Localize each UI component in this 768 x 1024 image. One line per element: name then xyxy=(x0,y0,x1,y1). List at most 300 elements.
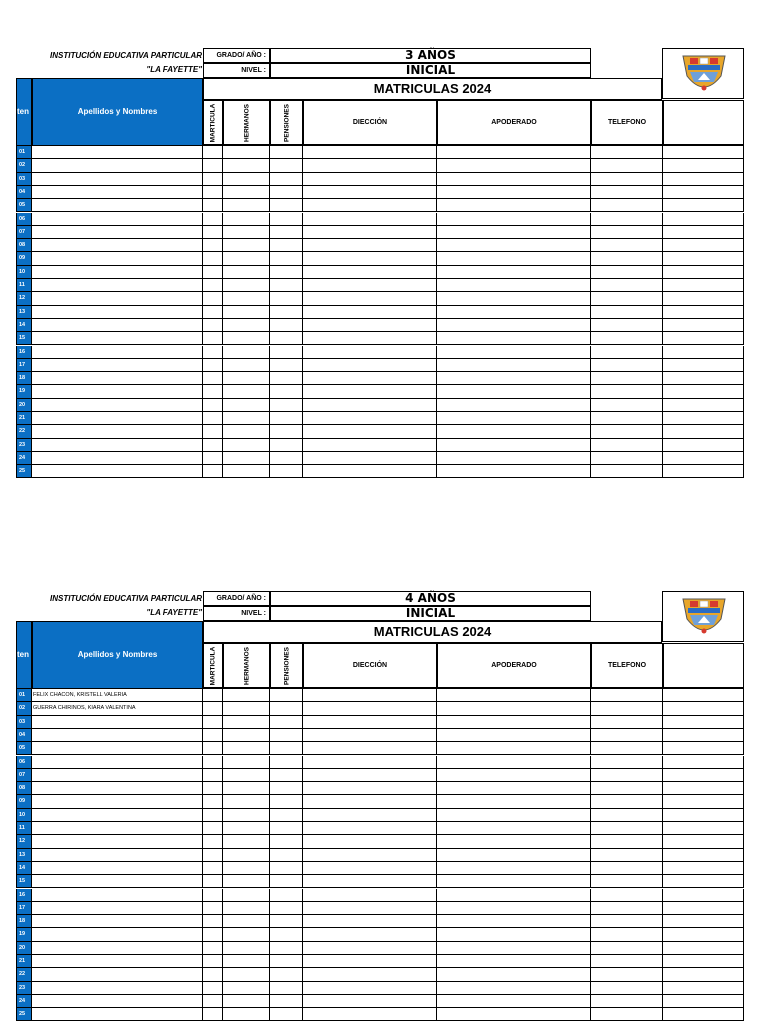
direccion-cell[interactable] xyxy=(303,465,437,478)
pensiones-cell[interactable] xyxy=(270,226,303,239)
extra-cell[interactable] xyxy=(663,756,744,769)
telefono-cell[interactable] xyxy=(591,346,663,359)
matricula-cell[interactable] xyxy=(203,186,223,199)
student-name-cell[interactable] xyxy=(32,982,203,995)
extra-cell[interactable] xyxy=(663,782,744,795)
direccion-cell[interactable] xyxy=(303,266,437,279)
extra-cell[interactable] xyxy=(663,822,744,835)
extra-cell[interactable] xyxy=(663,385,744,398)
matricula-cell[interactable] xyxy=(203,822,223,835)
extra-cell[interactable] xyxy=(663,689,744,702)
telefono-cell[interactable] xyxy=(591,889,663,902)
apoderado-cell[interactable] xyxy=(437,928,591,941)
student-name-cell[interactable] xyxy=(32,146,203,159)
matricula-cell[interactable] xyxy=(203,955,223,968)
apoderado-cell[interactable] xyxy=(437,252,591,265)
pensiones-cell[interactable] xyxy=(270,346,303,359)
direccion-cell[interactable] xyxy=(303,982,437,995)
direccion-cell[interactable] xyxy=(303,928,437,941)
telefono-cell[interactable] xyxy=(591,955,663,968)
student-name-cell[interactable] xyxy=(32,319,203,332)
telefono-cell[interactable] xyxy=(591,702,663,715)
hermanos-cell[interactable] xyxy=(223,173,270,186)
hermanos-cell[interactable] xyxy=(223,968,270,981)
telefono-cell[interactable] xyxy=(591,742,663,755)
extra-cell[interactable] xyxy=(663,915,744,928)
extra-cell[interactable] xyxy=(663,716,744,729)
matricula-cell[interactable] xyxy=(203,716,223,729)
student-name-cell[interactable] xyxy=(32,995,203,1008)
hermanos-cell[interactable] xyxy=(223,902,270,915)
pensiones-cell[interactable] xyxy=(270,849,303,862)
matricula-cell[interactable] xyxy=(203,465,223,478)
hermanos-cell[interactable] xyxy=(223,399,270,412)
pensiones-cell[interactable] xyxy=(270,1008,303,1021)
extra-cell[interactable] xyxy=(663,465,744,478)
pensiones-cell[interactable] xyxy=(270,266,303,279)
hermanos-cell[interactable] xyxy=(223,279,270,292)
apoderado-cell[interactable] xyxy=(437,849,591,862)
extra-cell[interactable] xyxy=(663,835,744,848)
hermanos-cell[interactable] xyxy=(223,385,270,398)
student-name-cell[interactable] xyxy=(32,795,203,808)
pensiones-cell[interactable] xyxy=(270,306,303,319)
direccion-cell[interactable] xyxy=(303,346,437,359)
hermanos-cell[interactable] xyxy=(223,292,270,305)
apoderado-cell[interactable] xyxy=(437,889,591,902)
apoderado-cell[interactable] xyxy=(437,795,591,808)
hermanos-cell[interactable] xyxy=(223,782,270,795)
matricula-cell[interactable] xyxy=(203,769,223,782)
telefono-cell[interactable] xyxy=(591,226,663,239)
extra-cell[interactable] xyxy=(663,292,744,305)
student-name-cell[interactable] xyxy=(32,928,203,941)
pensiones-cell[interactable] xyxy=(270,213,303,226)
matricula-cell[interactable] xyxy=(203,173,223,186)
pensiones-cell[interactable] xyxy=(270,995,303,1008)
pensiones-cell[interactable] xyxy=(270,915,303,928)
pensiones-cell[interactable] xyxy=(270,252,303,265)
direccion-cell[interactable] xyxy=(303,822,437,835)
apoderado-cell[interactable] xyxy=(437,279,591,292)
hermanos-cell[interactable] xyxy=(223,452,270,465)
extra-cell[interactable] xyxy=(663,239,744,252)
hermanos-cell[interactable] xyxy=(223,186,270,199)
extra-cell[interactable] xyxy=(663,439,744,452)
pensiones-cell[interactable] xyxy=(270,756,303,769)
student-name-cell[interactable] xyxy=(32,769,203,782)
telefono-cell[interactable] xyxy=(591,199,663,212)
direccion-cell[interactable] xyxy=(303,425,437,438)
matricula-cell[interactable] xyxy=(203,809,223,822)
telefono-cell[interactable] xyxy=(591,1008,663,1021)
hermanos-cell[interactable] xyxy=(223,199,270,212)
student-name-cell[interactable] xyxy=(32,835,203,848)
extra-cell[interactable] xyxy=(663,809,744,822)
apoderado-cell[interactable] xyxy=(437,862,591,875)
extra-cell[interactable] xyxy=(663,982,744,995)
matricula-cell[interactable] xyxy=(203,795,223,808)
direccion-cell[interactable] xyxy=(303,439,437,452)
extra-cell[interactable] xyxy=(663,252,744,265)
matricula-cell[interactable] xyxy=(203,332,223,345)
apoderado-cell[interactable] xyxy=(437,173,591,186)
pensiones-cell[interactable] xyxy=(270,982,303,995)
extra-cell[interactable] xyxy=(663,702,744,715)
apoderado-cell[interactable] xyxy=(437,306,591,319)
apoderado-cell[interactable] xyxy=(437,835,591,848)
matricula-cell[interactable] xyxy=(203,729,223,742)
extra-cell[interactable] xyxy=(663,1008,744,1021)
telefono-cell[interactable] xyxy=(591,716,663,729)
student-name-cell[interactable]: FELIX CHACON, KRISTELL VALERIA xyxy=(32,689,203,702)
direccion-cell[interactable] xyxy=(303,412,437,425)
pensiones-cell[interactable] xyxy=(270,385,303,398)
apoderado-cell[interactable] xyxy=(437,942,591,955)
extra-cell[interactable] xyxy=(663,412,744,425)
matricula-cell[interactable] xyxy=(203,159,223,172)
hermanos-cell[interactable] xyxy=(223,306,270,319)
matricula-cell[interactable] xyxy=(203,689,223,702)
hermanos-cell[interactable] xyxy=(223,332,270,345)
hermanos-cell[interactable] xyxy=(223,769,270,782)
pensiones-cell[interactable] xyxy=(270,928,303,941)
student-name-cell[interactable] xyxy=(32,199,203,212)
pensiones-cell[interactable] xyxy=(270,809,303,822)
telefono-cell[interactable] xyxy=(591,292,663,305)
hermanos-cell[interactable] xyxy=(223,359,270,372)
extra-cell[interactable] xyxy=(663,769,744,782)
matricula-cell[interactable] xyxy=(203,902,223,915)
extra-cell[interactable] xyxy=(663,795,744,808)
hermanos-cell[interactable] xyxy=(223,319,270,332)
direccion-cell[interactable] xyxy=(303,782,437,795)
matricula-cell[interactable] xyxy=(203,849,223,862)
apoderado-cell[interactable] xyxy=(437,995,591,1008)
direccion-cell[interactable] xyxy=(303,702,437,715)
apoderado-cell[interactable] xyxy=(437,385,591,398)
extra-cell[interactable] xyxy=(663,875,744,888)
apoderado-cell[interactable] xyxy=(437,199,591,212)
student-name-cell[interactable] xyxy=(32,346,203,359)
student-name-cell[interactable] xyxy=(32,915,203,928)
direccion-cell[interactable] xyxy=(303,385,437,398)
apoderado-cell[interactable] xyxy=(437,412,591,425)
telefono-cell[interactable] xyxy=(591,399,663,412)
apoderado-cell[interactable] xyxy=(437,425,591,438)
apoderado-cell[interactable] xyxy=(437,239,591,252)
direccion-cell[interactable] xyxy=(303,1008,437,1021)
extra-cell[interactable] xyxy=(663,319,744,332)
apoderado-cell[interactable] xyxy=(437,226,591,239)
direccion-cell[interactable] xyxy=(303,769,437,782)
pensiones-cell[interactable] xyxy=(270,968,303,981)
student-name-cell[interactable] xyxy=(32,822,203,835)
extra-cell[interactable] xyxy=(663,968,744,981)
hermanos-cell[interactable] xyxy=(223,942,270,955)
student-name-cell[interactable] xyxy=(32,875,203,888)
pensiones-cell[interactable] xyxy=(270,199,303,212)
telefono-cell[interactable] xyxy=(591,795,663,808)
matricula-cell[interactable] xyxy=(203,742,223,755)
hermanos-cell[interactable] xyxy=(223,849,270,862)
extra-cell[interactable] xyxy=(663,849,744,862)
student-name-cell[interactable] xyxy=(32,756,203,769)
hermanos-cell[interactable] xyxy=(223,716,270,729)
matricula-cell[interactable] xyxy=(203,199,223,212)
direccion-cell[interactable] xyxy=(303,756,437,769)
direccion-cell[interactable] xyxy=(303,306,437,319)
matricula-cell[interactable] xyxy=(203,292,223,305)
pensiones-cell[interactable] xyxy=(270,173,303,186)
pensiones-cell[interactable] xyxy=(270,465,303,478)
extra-cell[interactable] xyxy=(663,862,744,875)
extra-cell[interactable] xyxy=(663,729,744,742)
student-name-cell[interactable] xyxy=(32,372,203,385)
apoderado-cell[interactable] xyxy=(437,982,591,995)
apoderado-cell[interactable] xyxy=(437,822,591,835)
matricula-cell[interactable] xyxy=(203,239,223,252)
direccion-cell[interactable] xyxy=(303,902,437,915)
hermanos-cell[interactable] xyxy=(223,346,270,359)
direccion-cell[interactable] xyxy=(303,359,437,372)
extra-cell[interactable] xyxy=(663,889,744,902)
telefono-cell[interactable] xyxy=(591,372,663,385)
student-name-cell[interactable] xyxy=(32,399,203,412)
pensiones-cell[interactable] xyxy=(270,425,303,438)
hermanos-cell[interactable] xyxy=(223,146,270,159)
pensiones-cell[interactable] xyxy=(270,279,303,292)
hermanos-cell[interactable] xyxy=(223,875,270,888)
direccion-cell[interactable] xyxy=(303,915,437,928)
telefono-cell[interactable] xyxy=(591,982,663,995)
apoderado-cell[interactable] xyxy=(437,782,591,795)
pensiones-cell[interactable] xyxy=(270,769,303,782)
matricula-cell[interactable] xyxy=(203,385,223,398)
direccion-cell[interactable] xyxy=(303,186,437,199)
direccion-cell[interactable] xyxy=(303,159,437,172)
apoderado-cell[interactable] xyxy=(437,769,591,782)
extra-cell[interactable] xyxy=(663,928,744,941)
matricula-cell[interactable] xyxy=(203,359,223,372)
direccion-cell[interactable] xyxy=(303,968,437,981)
student-name-cell[interactable] xyxy=(32,425,203,438)
telefono-cell[interactable] xyxy=(591,849,663,862)
extra-cell[interactable] xyxy=(663,372,744,385)
student-name-cell[interactable] xyxy=(32,252,203,265)
apoderado-cell[interactable] xyxy=(437,213,591,226)
direccion-cell[interactable] xyxy=(303,213,437,226)
direccion-cell[interactable] xyxy=(303,835,437,848)
telefono-cell[interactable] xyxy=(591,266,663,279)
pensiones-cell[interactable] xyxy=(270,399,303,412)
direccion-cell[interactable] xyxy=(303,862,437,875)
extra-cell[interactable] xyxy=(663,332,744,345)
apoderado-cell[interactable] xyxy=(437,292,591,305)
direccion-cell[interactable] xyxy=(303,849,437,862)
direccion-cell[interactable] xyxy=(303,452,437,465)
matricula-cell[interactable] xyxy=(203,982,223,995)
extra-cell[interactable] xyxy=(663,995,744,1008)
matricula-cell[interactable] xyxy=(203,942,223,955)
extra-cell[interactable] xyxy=(663,346,744,359)
pensiones-cell[interactable] xyxy=(270,902,303,915)
matricula-cell[interactable] xyxy=(203,226,223,239)
matricula-cell[interactable] xyxy=(203,968,223,981)
telefono-cell[interactable] xyxy=(591,319,663,332)
student-name-cell[interactable] xyxy=(32,782,203,795)
matricula-cell[interactable] xyxy=(203,279,223,292)
student-name-cell[interactable] xyxy=(32,1008,203,1021)
matricula-cell[interactable] xyxy=(203,425,223,438)
pensiones-cell[interactable] xyxy=(270,146,303,159)
pensiones-cell[interactable] xyxy=(270,159,303,172)
extra-cell[interactable] xyxy=(663,186,744,199)
direccion-cell[interactable] xyxy=(303,742,437,755)
matricula-cell[interactable] xyxy=(203,306,223,319)
hermanos-cell[interactable] xyxy=(223,159,270,172)
student-name-cell[interactable] xyxy=(32,239,203,252)
hermanos-cell[interactable] xyxy=(223,729,270,742)
student-name-cell[interactable] xyxy=(32,213,203,226)
matricula-cell[interactable] xyxy=(203,928,223,941)
matricula-cell[interactable] xyxy=(203,835,223,848)
student-name-cell[interactable] xyxy=(32,306,203,319)
direccion-cell[interactable] xyxy=(303,889,437,902)
student-name-cell[interactable] xyxy=(32,439,203,452)
telefono-cell[interactable] xyxy=(591,902,663,915)
student-name-cell[interactable] xyxy=(32,849,203,862)
pensiones-cell[interactable] xyxy=(270,372,303,385)
telefono-cell[interactable] xyxy=(591,439,663,452)
hermanos-cell[interactable] xyxy=(223,439,270,452)
direccion-cell[interactable] xyxy=(303,942,437,955)
telefono-cell[interactable] xyxy=(591,835,663,848)
pensiones-cell[interactable] xyxy=(270,319,303,332)
telefono-cell[interactable] xyxy=(591,689,663,702)
student-name-cell[interactable] xyxy=(32,412,203,425)
hermanos-cell[interactable] xyxy=(223,372,270,385)
apoderado-cell[interactable] xyxy=(437,689,591,702)
pensiones-cell[interactable] xyxy=(270,439,303,452)
hermanos-cell[interactable] xyxy=(223,689,270,702)
extra-cell[interactable] xyxy=(663,213,744,226)
apoderado-cell[interactable] xyxy=(437,915,591,928)
telefono-cell[interactable] xyxy=(591,385,663,398)
direccion-cell[interactable] xyxy=(303,875,437,888)
student-name-cell[interactable]: GUERRA CHIRINOS, KIARA VALENTINA xyxy=(32,702,203,715)
direccion-cell[interactable] xyxy=(303,226,437,239)
matricula-cell[interactable] xyxy=(203,756,223,769)
matricula-cell[interactable] xyxy=(203,266,223,279)
telefono-cell[interactable] xyxy=(591,452,663,465)
telefono-cell[interactable] xyxy=(591,332,663,345)
hermanos-cell[interactable] xyxy=(223,915,270,928)
apoderado-cell[interactable] xyxy=(437,372,591,385)
apoderado-cell[interactable] xyxy=(437,968,591,981)
pensiones-cell[interactable] xyxy=(270,822,303,835)
apoderado-cell[interactable] xyxy=(437,186,591,199)
apoderado-cell[interactable] xyxy=(437,332,591,345)
direccion-cell[interactable] xyxy=(303,955,437,968)
apoderado-cell[interactable] xyxy=(437,729,591,742)
pensiones-cell[interactable] xyxy=(270,716,303,729)
student-name-cell[interactable] xyxy=(32,452,203,465)
hermanos-cell[interactable] xyxy=(223,226,270,239)
apoderado-cell[interactable] xyxy=(437,742,591,755)
student-name-cell[interactable] xyxy=(32,942,203,955)
apoderado-cell[interactable] xyxy=(437,159,591,172)
hermanos-cell[interactable] xyxy=(223,889,270,902)
apoderado-cell[interactable] xyxy=(437,359,591,372)
telefono-cell[interactable] xyxy=(591,159,663,172)
hermanos-cell[interactable] xyxy=(223,266,270,279)
extra-cell[interactable] xyxy=(663,452,744,465)
pensiones-cell[interactable] xyxy=(270,412,303,425)
matricula-cell[interactable] xyxy=(203,782,223,795)
apoderado-cell[interactable] xyxy=(437,452,591,465)
student-name-cell[interactable] xyxy=(32,266,203,279)
extra-cell[interactable] xyxy=(663,742,744,755)
extra-cell[interactable] xyxy=(663,279,744,292)
student-name-cell[interactable] xyxy=(32,862,203,875)
apoderado-cell[interactable] xyxy=(437,955,591,968)
matricula-cell[interactable] xyxy=(203,252,223,265)
matricula-cell[interactable] xyxy=(203,995,223,1008)
student-name-cell[interactable] xyxy=(32,809,203,822)
extra-cell[interactable] xyxy=(663,399,744,412)
extra-cell[interactable] xyxy=(663,359,744,372)
pensiones-cell[interactable] xyxy=(270,332,303,345)
student-name-cell[interactable] xyxy=(32,159,203,172)
matricula-cell[interactable] xyxy=(203,372,223,385)
pensiones-cell[interactable] xyxy=(270,889,303,902)
hermanos-cell[interactable] xyxy=(223,412,270,425)
pensiones-cell[interactable] xyxy=(270,782,303,795)
student-name-cell[interactable] xyxy=(32,359,203,372)
telefono-cell[interactable] xyxy=(591,465,663,478)
hermanos-cell[interactable] xyxy=(223,795,270,808)
extra-cell[interactable] xyxy=(663,266,744,279)
student-name-cell[interactable] xyxy=(32,332,203,345)
direccion-cell[interactable] xyxy=(303,372,437,385)
student-name-cell[interactable] xyxy=(32,968,203,981)
direccion-cell[interactable] xyxy=(303,319,437,332)
direccion-cell[interactable] xyxy=(303,995,437,1008)
hermanos-cell[interactable] xyxy=(223,465,270,478)
telefono-cell[interactable] xyxy=(591,412,663,425)
telefono-cell[interactable] xyxy=(591,809,663,822)
telefono-cell[interactable] xyxy=(591,729,663,742)
pensiones-cell[interactable] xyxy=(270,835,303,848)
extra-cell[interactable] xyxy=(663,226,744,239)
apoderado-cell[interactable] xyxy=(437,439,591,452)
hermanos-cell[interactable] xyxy=(223,809,270,822)
pensiones-cell[interactable] xyxy=(270,742,303,755)
telefono-cell[interactable] xyxy=(591,928,663,941)
telefono-cell[interactable] xyxy=(591,862,663,875)
pensiones-cell[interactable] xyxy=(270,359,303,372)
telefono-cell[interactable] xyxy=(591,306,663,319)
apoderado-cell[interactable] xyxy=(437,756,591,769)
apoderado-cell[interactable] xyxy=(437,809,591,822)
hermanos-cell[interactable] xyxy=(223,756,270,769)
hermanos-cell[interactable] xyxy=(223,702,270,715)
matricula-cell[interactable] xyxy=(203,399,223,412)
student-name-cell[interactable] xyxy=(32,385,203,398)
telefono-cell[interactable] xyxy=(591,915,663,928)
extra-cell[interactable] xyxy=(663,306,744,319)
